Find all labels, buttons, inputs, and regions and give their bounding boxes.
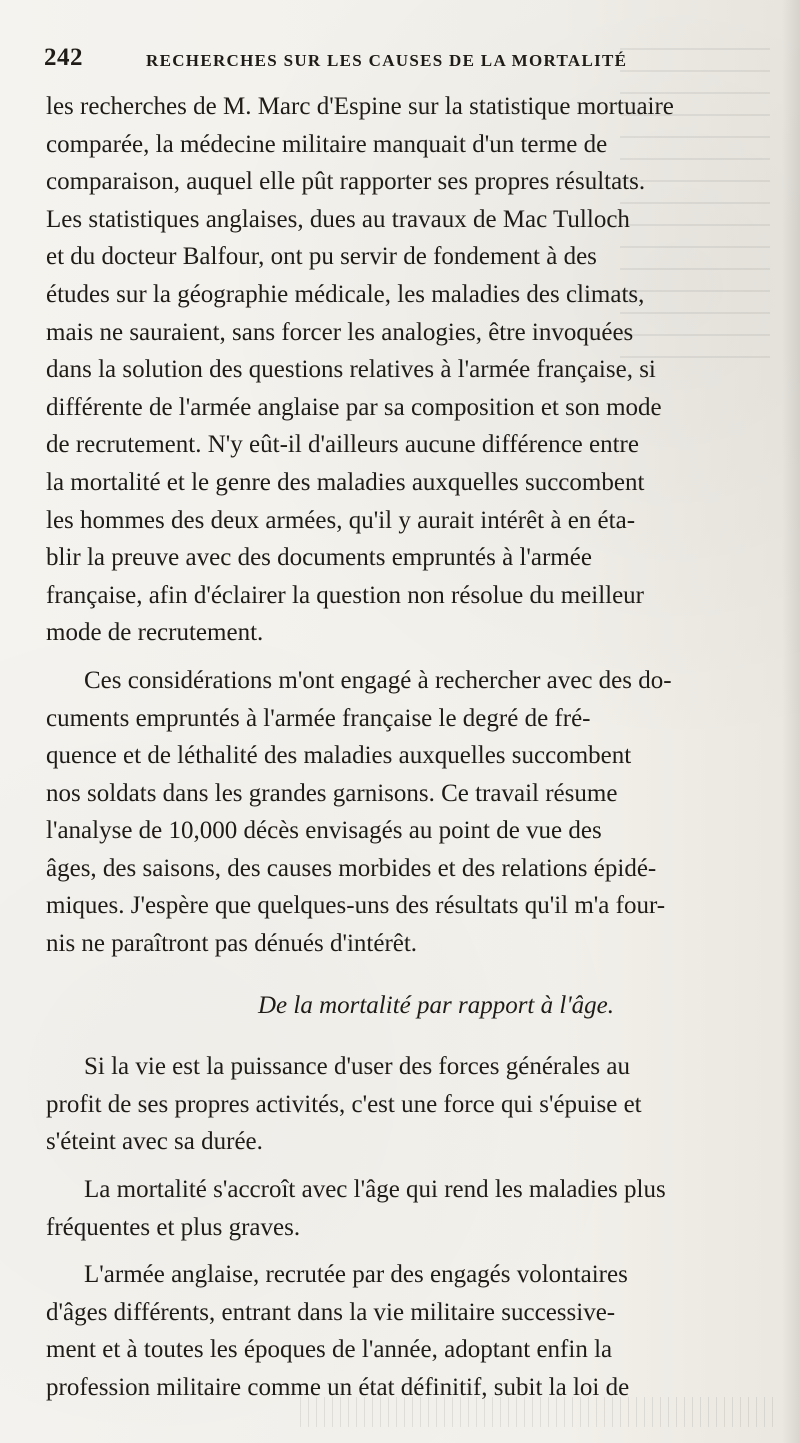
paragraph-2-line: l'analyse de 10,000 décès envisagés au point de vue des xyxy=(46,817,602,845)
paragraph-4-line: La mortalité s'accroît avec l'âge qui rend les maladies plus xyxy=(84,1176,666,1204)
paragraph-1-line: la mortalité et le genre des maladies auxquelles succombent xyxy=(46,468,645,496)
paragraph-1-line: les recherches de M. Marc d'Espine sur la statistique mortuaire xyxy=(46,93,674,120)
paragraph-2-line: Ces considérations m'ont engagé à rechercher avec des do- xyxy=(84,666,672,694)
section-spacing xyxy=(46,963,791,987)
section-heading: De la mortalité par rapport à l'âge. xyxy=(257,991,615,1019)
paragraph-1-line: mode de recrutement. xyxy=(46,619,264,647)
paragraph-2-line: nis ne paraîtront pas dénués d'intérêt. xyxy=(46,930,418,958)
paragraph-spacing xyxy=(46,652,791,662)
paragraph-1-line: française, afin d'éclairer la question non résolue du meilleur xyxy=(46,581,645,609)
paragraph-2-line: cuments empruntés à l'armée française le degré de fré- xyxy=(46,704,591,732)
page-header xyxy=(44,44,754,80)
paragraph-spacing xyxy=(46,1246,791,1256)
paragraph-3-line: s'éteint avec sa durée. xyxy=(46,1128,263,1156)
main-text xyxy=(46,88,791,1407)
paragraph-5-line: d'âges différents, entrant dans la vie militaire successive- xyxy=(46,1298,616,1326)
paragraph-1-line: études sur la géographie médicale, les maladies des climats, xyxy=(46,280,645,308)
paragraph-5-line: L'armée anglaise, recrutée par des engagés volontaires xyxy=(84,1261,628,1289)
paragraph-5-line: ment et à toutes les époques de l'année, adoptant enfin la xyxy=(46,1336,613,1364)
paragraph-1-line: mais ne sauraient, sans forcer les analogies, être invoquées xyxy=(46,318,634,346)
paragraph-1-line: et du docteur Balfour, ont pu servir de fondement à des xyxy=(46,243,597,271)
paragraph-5-line: profession militaire comme un état définitif, subit la loi de xyxy=(46,1374,630,1401)
paragraph-2-line: nos soldats dans les grandes garnisons. Ce travail résume xyxy=(46,779,618,807)
paragraph-1-line: dans la solution des questions relatives à l'armée française, si xyxy=(46,356,656,384)
paragraph-1-line: de recrutement. N'y eût-il d'ailleurs aucune différence entre xyxy=(46,431,639,459)
paragraph-1-line: les hommes des deux armées, qu'il y aurait intérêt à en éta- xyxy=(46,506,636,534)
running-title: RECHERCHES SUR LES CAUSES DE LA MORTALITÉ xyxy=(146,51,628,70)
section-spacing xyxy=(46,1024,791,1048)
paragraph-2-line: miques. J'espère que quelques-uns des résultats qu'il m'a four- xyxy=(46,892,666,920)
paragraph-1-line: différente de l'armée anglaise par sa composition et son mode xyxy=(46,393,662,421)
paragraph-2-line: quence et de léthalité des maladies auxquelles succombent xyxy=(46,742,632,770)
paragraph-1-line: Les statistiques anglaises, dues au travaux de Mac Tulloch xyxy=(46,205,630,233)
paragraph-spacing xyxy=(46,1161,791,1171)
paragraph-4-line: fréquentes et plus graves. xyxy=(46,1213,301,1241)
paragraph-3-line: profit de ses propres activités, c'est une force qui s'épuise et xyxy=(46,1090,642,1118)
page-number: 242 xyxy=(44,44,83,71)
paragraph-2-line: âges, des saisons, des causes morbides et des relations épidé- xyxy=(46,854,657,882)
paragraph-1-line: comparaison, auquel elle pût rapporter ses propres résultats. xyxy=(46,168,646,196)
paragraph-1-line: comparée, la médecine militaire manquait d'un terme de xyxy=(46,130,608,158)
paragraph-1-line: blir la preuve avec des documents empruntés à l'armée xyxy=(46,544,592,572)
paragraph-3-line: Si la vie est la puissance d'user des forces générales au xyxy=(84,1053,630,1081)
